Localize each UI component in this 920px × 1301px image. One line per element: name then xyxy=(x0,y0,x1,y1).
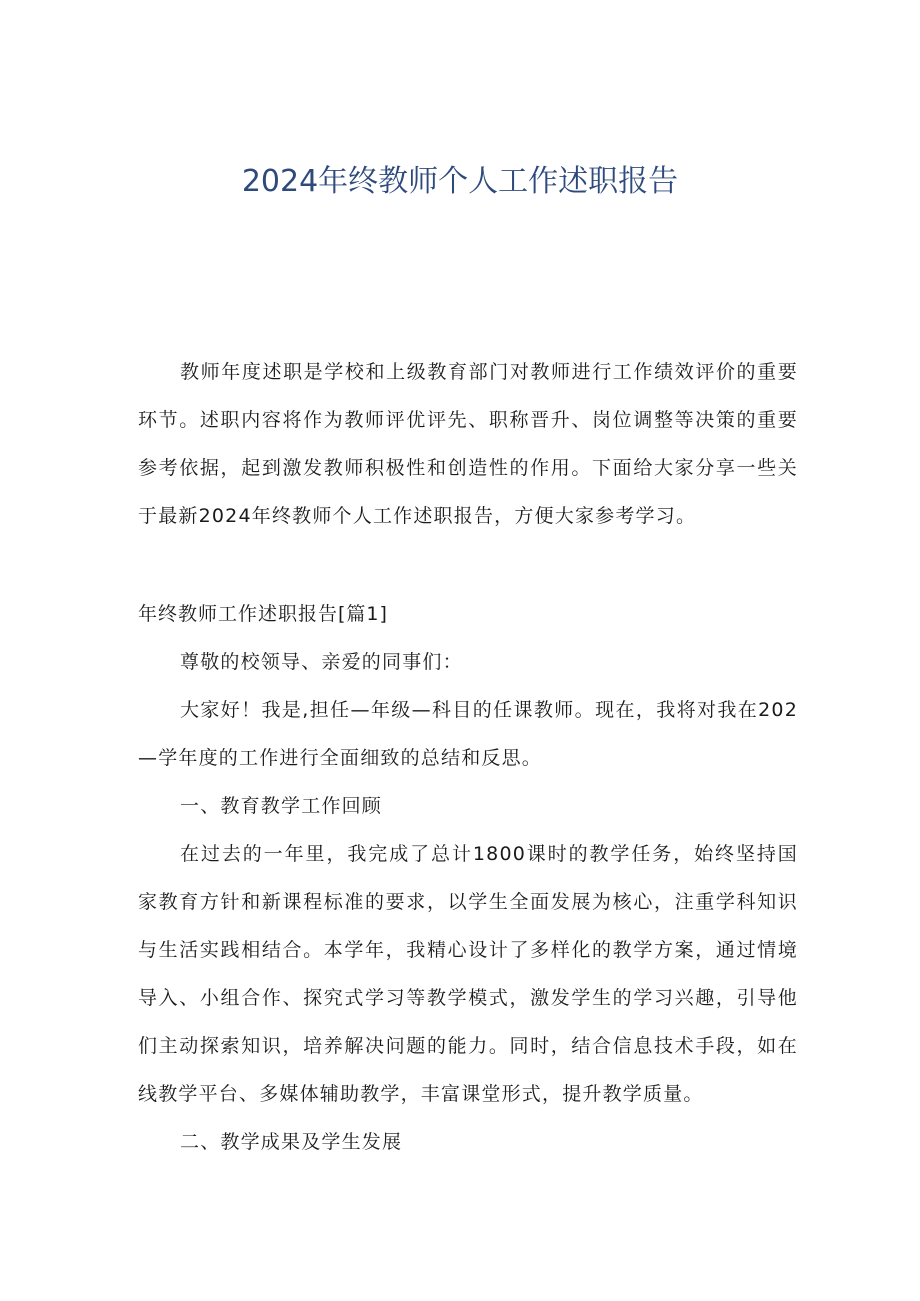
intro-paragraph: 教师年度述职是学校和上级教育部门对教师进行工作绩效评价的重要环节。述职内容将作为教师评优评先、职称晋升、岗位调整等决策的重要参考依据，起到激发教师积极性和创造性的作用。下面给大家分享一些关于最新2024年终教师个人工作述职报告，方便大家参考学习。 xyxy=(138,361,798,527)
section-title: 年终教师工作述职报告[篇1] xyxy=(138,603,388,625)
heading-results: 二、教学成果及学生发展 xyxy=(180,1131,403,1153)
page-title: 2024年终教师个人工作述职报告 xyxy=(241,164,679,199)
intro-block xyxy=(138,348,798,540)
opening-paragraph: 大家好！我是,担任—年级—科目的任课教师。现在，我将对我在202—学年度的工作进行全面细致的总结和反思。 xyxy=(138,699,798,769)
teaching-review-paragraph: 在过去的一年里，我完成了总计1800课时的教学任务，始终坚持国家教育方针和新课程标准的要求，以学生全面发展为核心，注重学科知识与生活实践相结合。本学年，我精心设计了多样化的教学方案，通过情境导入、小组合作、探究式学习等教学模式，激发学生的学习兴趣，引导他们主动探索知识，培养解决问题的能力。同时，结合信息技术手段，如在线教学平台、多媒体辅助教学，丰富课堂形式，提升教学质量。 xyxy=(138,843,798,1105)
salutation: 尊敬的校领导、亲爱的同事们： xyxy=(180,651,463,673)
report-body xyxy=(138,638,798,1166)
heading-teaching-review: 一、教育教学工作回顾 xyxy=(180,795,383,817)
